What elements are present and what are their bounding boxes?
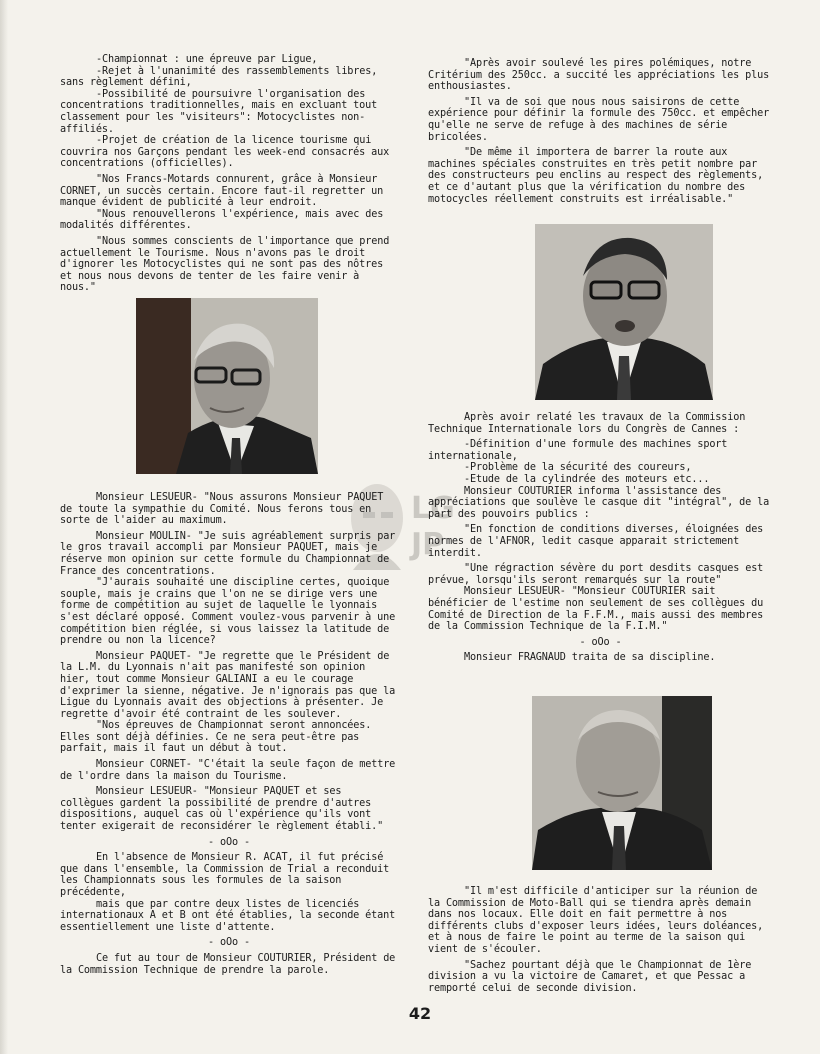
portrait-figure — [535, 224, 713, 400]
paragraph: Après avoir relaté les travaux de la Commission Technique Internationale lors du Congrès de Cannes : — [428, 412, 746, 435]
paragraph: -Problème de la sécurité des coureurs, — [464, 462, 692, 474]
portrait-figure — [136, 298, 318, 474]
paragraph: mais que par contre deux listes de licenciés internationaux A et B ont été établies, la seconde étant essentiellement une liste d'attente. — [60, 898, 396, 933]
portrait-photo — [535, 224, 713, 400]
paragraph: -Projet de création de la licence tourisme qui couvrira nos Garçons pendant les week-end consacrés aux concentrations (officielles). — [60, 135, 390, 170]
section-separator: - oOo - — [208, 937, 250, 949]
paragraph: "Nous renouvellerons l'expérience, mais avec des modalités différentes. — [60, 208, 384, 232]
paragraph: Monsieur PAQUET- "Je regrette que le Président de la L.M. du Lyonnais n'ait pas manifesté son opinion hier, tout comme Monsieur GALIANI a eu le courage d'exprimer la sienne, négative. Je n'ignorais pas que la Ligue du Lyonnais avait des objections à présenter. Je regrette d'avoir été contraint de les soulever. — [60, 650, 396, 720]
svg-text:LG: LG — [411, 491, 455, 526]
portrait-figure — [532, 696, 712, 870]
paragraph: "Nos Francs-Motards connurent, grâce à Monsieur CORNET, un succès certain. Encore faut-il regretter un manque évident de publicité à leur endroit. — [60, 173, 384, 209]
right-column-middle — [428, 412, 773, 668]
right-column-bottom — [428, 886, 773, 998]
paragraph: En l'absence de Monsieur R. ACAT, il fut précisé que dans l'ensemble, la Commission de Trial a reconduit les Championnats sous les formules de la saison précédente, — [60, 852, 390, 898]
paragraph: Monsieur COUTURIER informa l'assistance des appréciations que soulève le casque dit "intégral", de la part des pouvoirs publics : — [428, 485, 770, 520]
paragraph: Monsieur LESUEUR- "Monsieur PAQUET et ses collègues gardent la possibilité de prendre d'autres dispositions, auquel cas où l'expérience qu'ils vont tenter exigerait de reconsidérer le règlement établi." — [60, 786, 384, 833]
paragraph: Monsieur MOULIN- "Je suis agréablement surpris par le gros travail accompli par Monsieur PAQUET, mais je réserve mon opinion sur cette formule du Championnat de France des concentrations. — [60, 530, 396, 577]
right-column-top — [428, 58, 773, 209]
paragraph: -Définition d'une formule des machines sport internationale, — [428, 439, 728, 462]
paragraph: "Nos épreuves de Championnat seront annoncées. Elles sont déjà définies. Ce ne sera peut-être pas parfait, mais il faut un début à tout. — [60, 720, 372, 755]
paragraph: Monsieur LESUEUR- "Monsieur COUTURIER sait bénéficier de l'estime non seulement de ses collègues du Comité de Direction de la F.F.M., mais aussi des membres de la Commission Technique de la F.I.M." — [428, 586, 764, 633]
paragraph: "J'aurais souhaité une discipline certes, quoique souple, mais je crains que l'on ne se dirige vers une forme de compétition au sujet de laquelle le lyonnais s'est déclaré opposé. Comment voulez-vous parvenir à une compétition bien réglée, si vous laissez la latitude de prendre ou non la licence? — [60, 577, 396, 647]
paragraph: Monsieur LESUEUR- "Nous assurons Monsieur PAQUET de toute la sympathie du Comité. Nous ferons tous en sorte de l'aider au maximum. — [60, 492, 384, 527]
paragraph: "Sachez pourtant déjà que le Championnat de 1ère division a vu la victoire de Camaret, et que Pessac a remporté celui de seconde division. — [428, 959, 752, 994]
paragraph: "Une régraction sévère du port desdits casques est prévue, lorsqu'ils seront remarqués sur la route" — [428, 563, 764, 586]
paragraph: "Il m'est difficile d'anticiper sur la réunion de la Commission de Moto-Ball qui se tiendra après demain dans nos locaux. Elle doit en fait permettre à nos différents clubs d'exposer leurs idées, leurs doléances, et à nous de faire le point au terme de la saison qui vient de s'écouler. — [428, 886, 764, 955]
paragraph: Ce fut au tour de Monsieur COUTURIER, Président de la Commission Technique de prendre la parole. — [60, 952, 396, 976]
left-column-top — [60, 54, 398, 298]
svg-text:JP: JP — [411, 527, 445, 562]
section-separator: - oOo - — [208, 836, 250, 848]
page-edge-shadow — [0, 0, 8, 1054]
paragraph: -Etude de la cylindrée des moteurs etc... — [464, 473, 710, 485]
portrait-photo — [532, 696, 712, 870]
paragraph: -Championnat : une épreuve par Ligue, — [96, 54, 318, 65]
paragraph: "En fonction de conditions diverses, éloignées des normes de l'AFNOR, ledit casque apparait strictement interdit. — [428, 524, 764, 559]
section-separator: - oOo - — [579, 636, 622, 648]
paragraph: "De même il importera de barrer la route aux machines spéciales construites en très petit nombre par des constructeurs peu enclins au respect des règlements, et ce d'autant plus que la vérification du nombre des motocycles réellement construits est irréalisable." — [428, 147, 764, 205]
paragraph: Monsieur CORNET- "C'était la seule façon de mettre de l'ordre dans la maison du Tourisme. — [60, 759, 396, 782]
paragraph: -Possibilité de poursuivre l'organisation des concentrations traditionnelles, mais en excluant tout classement pour les "visiteurs": Motocyclistes non-affiliés. — [60, 88, 378, 135]
paragraph: Monsieur FRAGNAUD traita de sa discipline. — [464, 652, 716, 664]
left-column-bottom — [60, 492, 398, 980]
paragraph: "Il va de soi que nous nous saisirons de cette expérience pour définir la formule des 750cc. et empêcher qu'elle ne serve de refuge à des machines de série bricolées. — [428, 96, 770, 143]
paragraph: "Nous sommes conscients de l'importance que prend actuellement le Tourisme. Nous n'avons pas le droit d'ignorer les Motocyclistes qui ne sont pas des nôtres et nous nous devons de tenter de les faire venir à nous." — [60, 235, 390, 294]
paragraph: -Rejet à l'unanimité des rassemblements libres, sans règlement défini, — [60, 65, 378, 89]
page-number: 42 — [408, 1004, 432, 1023]
paragraph: "Après avoir soulevé les pires polémiques, notre Critérium des 250cc. a succité les appréciations les plus enthousiastes. — [428, 58, 770, 93]
portrait-photo — [136, 298, 318, 474]
